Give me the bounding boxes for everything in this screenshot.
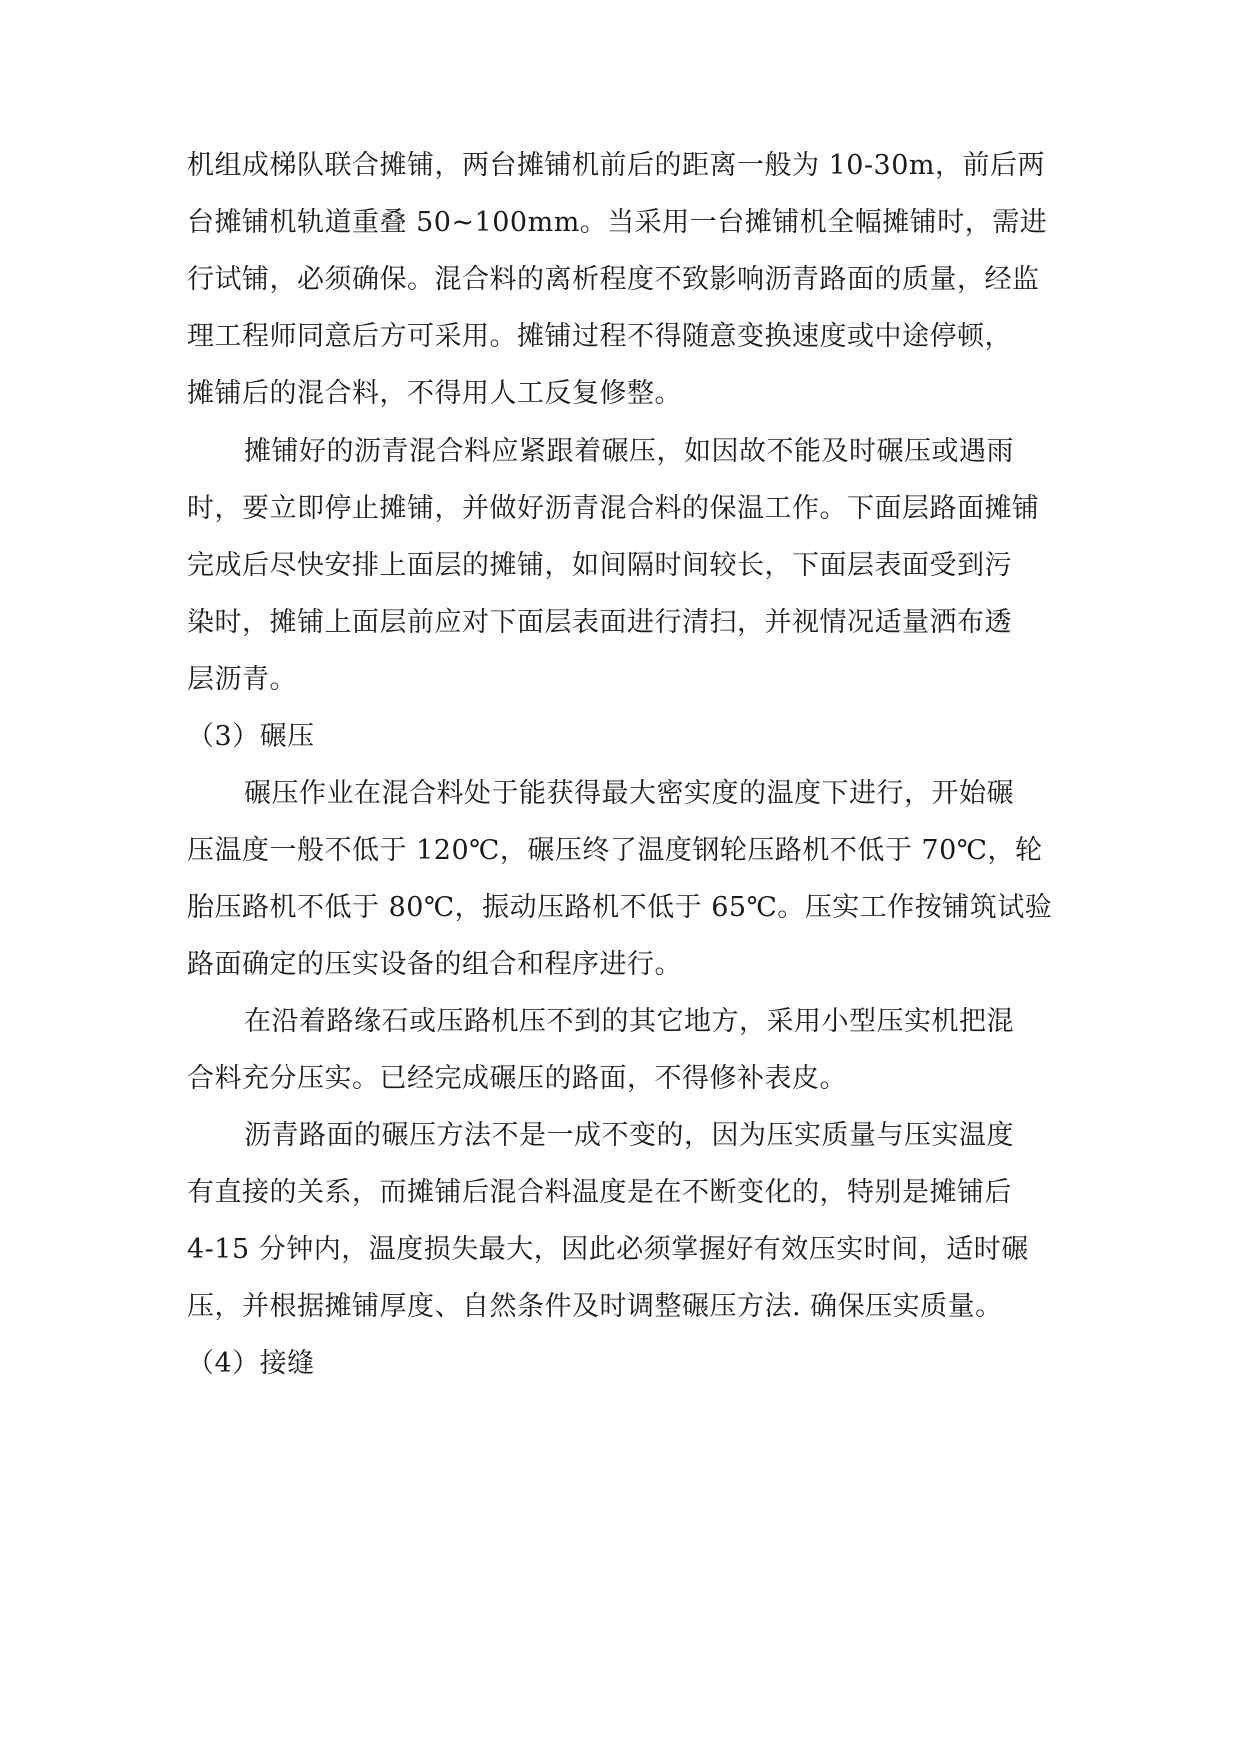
- paragraph-line: 压，并根据摊铺厚度、自然条件及时调整碾压方法. 确保压实质量。: [187, 1291, 1003, 1322]
- paragraph-line: 台摊铺机轨道重叠 50~100mm。当采用一台摊铺机全幅摊铺时，需进: [187, 207, 1048, 238]
- paragraph-line: 时，要立即停止摊铺，并做好沥青混合料的保温工作。下面层路面摊铺: [187, 493, 1040, 524]
- paragraph-line: 沥青路面的碾压方法不是一成不变的，因为压实质量与压实温度: [244, 1120, 1014, 1151]
- paragraph-line: 4-15 分钟内，温度损失最大，因此必须掌握好有效压实时间，适时碾: [187, 1234, 1029, 1265]
- paragraph-line: 层沥青。: [187, 664, 297, 695]
- paragraph-line: 染时，摊铺上面层前应对下面层表面进行清扫，并视情况适量洒布透: [187, 607, 1012, 638]
- section-heading: （3）碾压: [187, 721, 315, 752]
- paragraph-line: 压温度一般不低于 120℃，碾压终了温度钢轮压路机不低于 70℃，轮: [187, 835, 1043, 866]
- paragraph-line: 摊铺后的混合料，不得用人工反复修整。: [187, 378, 682, 409]
- paragraph-line: 完成后尽快安排上面层的摊铺，如间隔时间较长，下面层表面受到污: [187, 550, 1012, 581]
- paragraph-line: 摊铺好的沥青混合料应紧跟着碾压，如因故不能及时碾压或遇雨: [244, 436, 1014, 467]
- paragraph-line: 行试铺，必须确保。混合料的离析程度不致影响沥青路面的质量，经监: [187, 264, 1040, 295]
- paragraph-line: 有直接的关系，而摊铺后混合料温度是在不断变化的，特别是摊铺后: [187, 1177, 1012, 1208]
- paragraph-line: 胎压路机不低于 80℃，振动压路机不低于 65℃。压实工作按铺筑试验: [187, 892, 1053, 923]
- paragraph-line: 合料充分压实。已经完成碾压的路面，不得修补表皮。: [187, 1063, 847, 1094]
- section-heading: （4）接缝: [187, 1348, 315, 1379]
- paragraph-line: 机组成梯队联合摊铺，两台摊铺机前后的距离一般为 10-30m，前后两: [187, 150, 1046, 181]
- paragraph-line: 在沿着路缘石或压路机压不到的其它地方，采用小型压实机把混: [244, 1006, 1014, 1037]
- paragraph-line: 碾压作业在混合料处于能获得最大密实度的温度下进行，开始碾: [244, 778, 1014, 809]
- paragraph-line: 路面确定的压实设备的组合和程序进行。: [187, 949, 682, 980]
- paragraph-line: 理工程师同意后方可采用。摊铺过程不得随意变换速度或中途停顿，: [187, 321, 1012, 352]
